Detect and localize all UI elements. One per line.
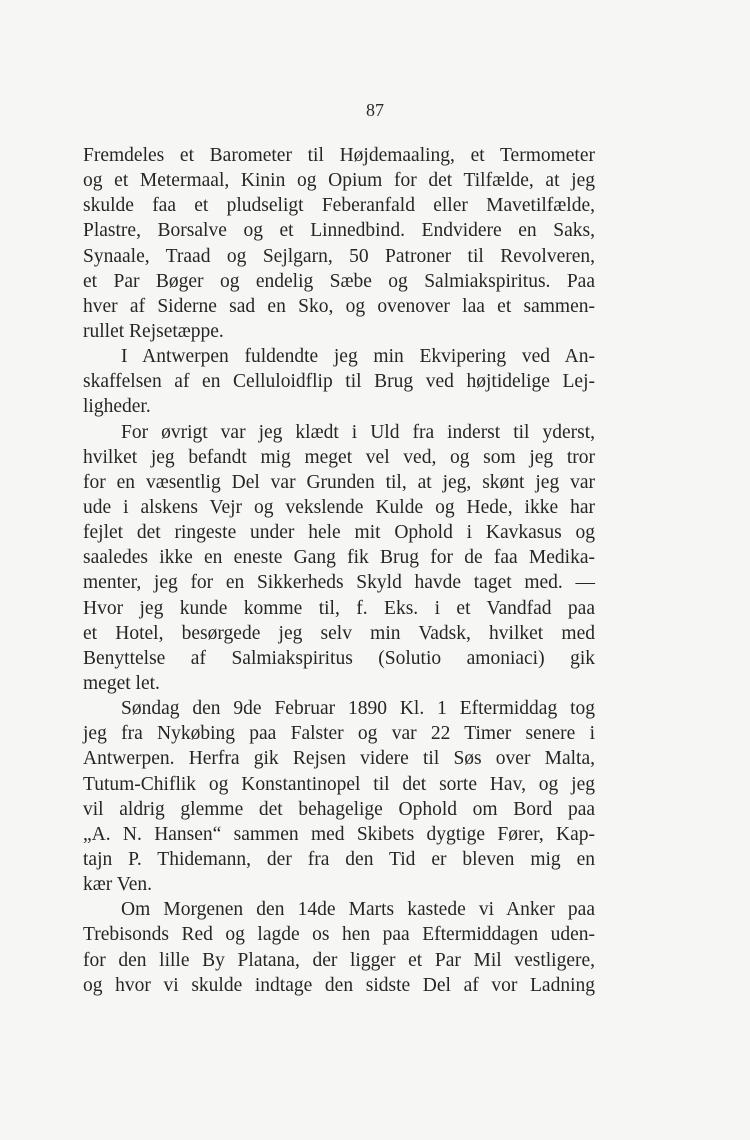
text-line: Trebisonds Red og lagde os hen paa Eftermiddagen uden- (83, 924, 595, 946)
text-line: for den lille By Platana, der ligger et Par Mil vestligere, (83, 949, 595, 971)
text-line: jeg fra Nykøbing paa Falster og var 22 Timer senere i (83, 723, 595, 745)
text-line: og hvor vi skulde indtage den sidste Del af vor Ladning (83, 974, 595, 996)
text-line: skulde faa et pludseligt Feberanfald eller Mavetilfælde, (83, 195, 595, 217)
text-line: et Hotel, besørgede jeg selv min Vadsk, hvilket med (83, 622, 595, 644)
text-line: Om Morgenen den 14de Marts kastede vi Anker paa (121, 899, 595, 921)
text-line: et Par Bøger og endelig Sæbe og Salmiakspiritus. Paa (83, 270, 595, 292)
text-line: skaffelsen af en Celluloidflip til Brug ved højtidelige Lej- (83, 371, 595, 393)
text-line: vil aldrig glemme det behagelige Ophold om Bord paa (83, 798, 595, 820)
text-line: ligheder. (83, 396, 151, 418)
text-line: Antwerpen. Herfra gik Rejsen videre til Søs over Malta, (83, 748, 595, 770)
text-line: saaledes ikke en eneste Gang fik Brug for de faa Medika- (83, 547, 595, 569)
text-line: I Antwerpen fuldendte jeg min Ekvipering ved An- (121, 346, 595, 368)
page-number: 87 (366, 100, 384, 120)
text-line: For øvrigt var jeg klædt i Uld fra inderst til yderst, (121, 421, 595, 443)
text-line: og et Metermaal, Kinin og Opium for det Tilfælde, at jeg (83, 170, 595, 192)
text-line: Fremdeles et Barometer til Højdemaaling, et Termometer (83, 145, 595, 166)
text-line: Synaale, Traad og Sejlgarn, 50 Patroner til Revolveren, (83, 245, 595, 267)
text-line: Benyttelse af Salmiakspiritus (Solutio amoniaci) gik (83, 647, 595, 669)
text-line: kær Ven. (83, 874, 152, 896)
body-text (83, 143, 595, 998)
text-line: hvilket jeg befandt mig meget vel ved, og som jeg tror (83, 446, 595, 468)
text-line: Tutum-Chiflik og Konstantinopel til det sorte Hav, og jeg (83, 773, 595, 795)
text-line: „A. N. Hansen“ sammen med Skibets dygtige Fører, Kap- (83, 823, 595, 845)
text-line: tajn P. Thidemann, der fra den Tid er bleven mig en (83, 848, 595, 870)
text-line: Hvor jeg kunde komme til, f. Eks. i et Vandfad paa (83, 597, 595, 619)
text-line: Plastre, Borsalve og et Linnedbind. Endvidere en Saks, (83, 220, 595, 242)
text-line: ude i alskens Vejr og vekslende Kulde og Hede, ikke har (83, 496, 595, 518)
text-line: fejlet det ringeste under hele mit Ophold i Kavkasus og (83, 522, 595, 544)
text-line: meget let. (83, 672, 160, 694)
text-line: Søndag den 9de Februar 1890 Kl. 1 Eftermiddag tog (121, 698, 595, 720)
text-line: hver af Siderne sad en Sko, og ovenover laa et sammen- (83, 295, 595, 317)
text-line: for en væsentlig Del var Grunden til, at jeg, skønt jeg var (83, 471, 595, 493)
text-line: menter, jeg for en Sikkerheds Skyld havde taget med. — (83, 572, 595, 594)
text-line: rullet Rejsetæppe. (83, 320, 224, 342)
